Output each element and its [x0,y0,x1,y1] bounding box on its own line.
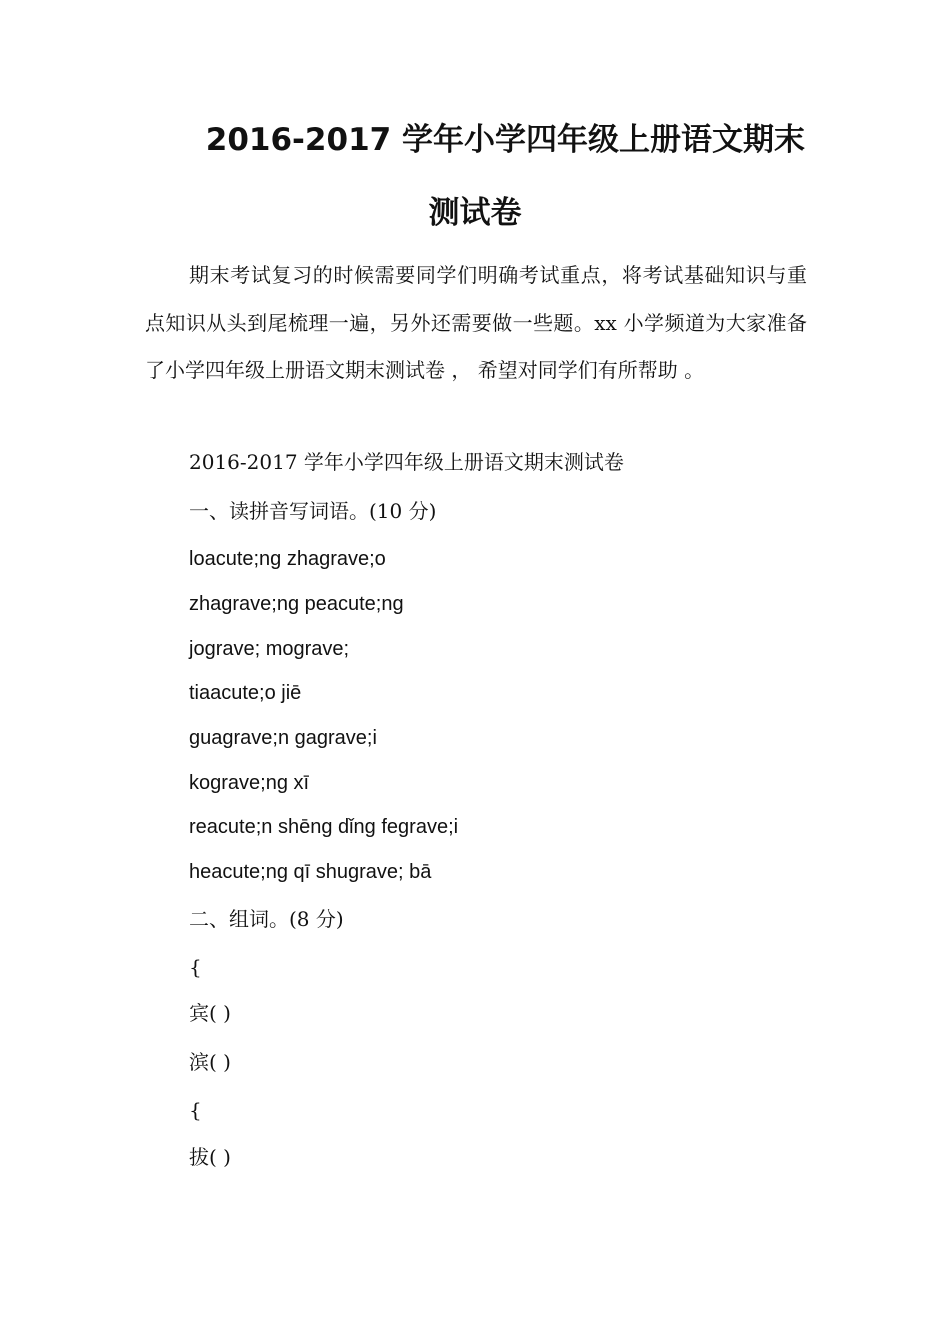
pinyin-item: reacute;n shēng dǐng fegrave;i [189,816,459,838]
pinyin-item: loacute;ng zhagrave;o [189,548,386,570]
pinyin-item: kograve;ng xī [189,772,310,794]
document-title-line-1: 2016-2017 学年小学四年级上册语文期末 [205,122,805,158]
word-item: 宾( ) [189,1001,231,1025]
intro-paragraph: 期末考试复习的时候需要同学们明确考试重点，将考试基础知识与重点知识从头到尾梳理一遍，另外还需要做一些题。xx 小学频道为大家准备了小学四年级上册语文期末测试卷 ， 希望对同学们有所帮助 。 [145,263,807,382]
brace-line: { [189,955,202,979]
pinyin-item: jograve; mograve; [189,638,350,660]
word-item: 拔( ) [189,1145,231,1169]
section-heading-word-forming: 二、组词。(8 分) [189,907,344,931]
pinyin-item: heacute;ng qī shugrave; bā [189,861,432,883]
word-item: 滨( ) [189,1050,231,1074]
subtitle-line: 2016-2017 学年小学四年级上册语文期末测试卷 [189,450,624,474]
brace-line: { [189,1098,202,1122]
section-heading-pinyin: 一、读拼音写词语。(10 分) [189,499,437,523]
pinyin-item: zhagrave;ng peacute;ng [189,593,404,615]
pinyin-item: guagrave;n gagrave;i [189,727,377,749]
pinyin-item: tiaacute;o jiē [189,682,302,704]
document-title-line-2: 测试卷 [428,195,522,231]
